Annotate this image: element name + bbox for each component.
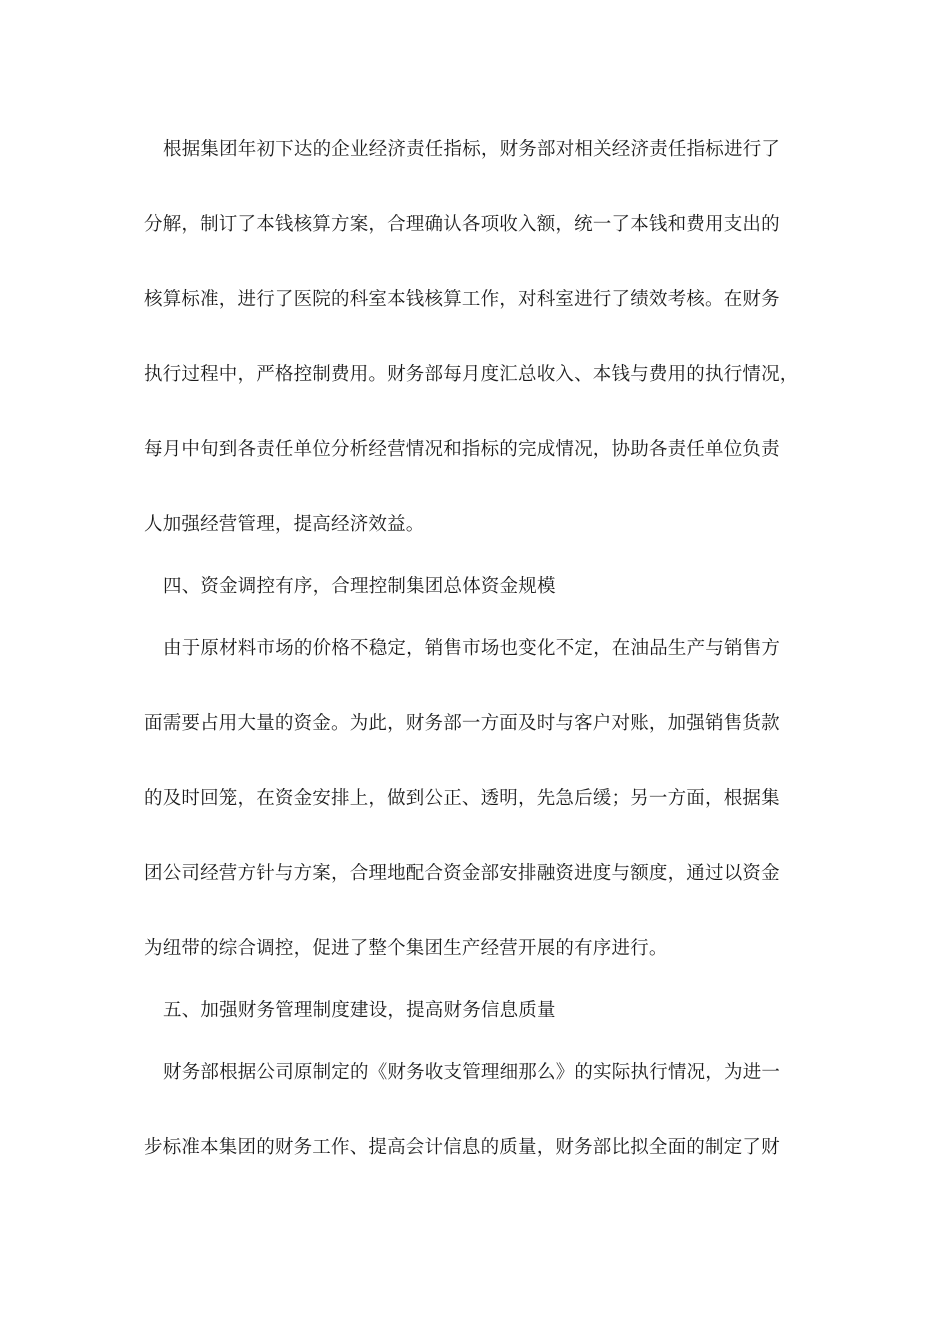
paragraph-3-line-1: 财务部根据公司原制定的《财务收支管理细那么》的实际执行情况，为进一 (163, 1062, 781, 1083)
paragraph-2-line-3: 的及时回笼，在资金安排上，做到公正、透明，先急后缓；另一方面，根据集 (144, 788, 780, 809)
paragraph-1-line-2: 分解，制订了本钱核算方案，合理确认各项收入额，统一了本钱和费用支出的 (144, 214, 780, 235)
paragraph-2-line-5: 为纽带的综合调控，促进了整个集团生产经营开展的有序进行。 (144, 938, 668, 959)
paragraph-1-line-6: 人加强经营管理，提高经济效益。 (144, 514, 425, 535)
paragraph-2-line-4: 团公司经营方针与方案，合理地配合资金部安排融资进度与额度，通过以资金 (144, 863, 780, 884)
paragraph-1-line-4: 执行过程中，严格控制费用。财务部每月度汇总收入、本钱与费用的执行情况， (144, 364, 799, 385)
paragraph-2-line-1: 由于原材料市场的价格不稳定，销售市场也变化不定，在油品生产与销售方 (163, 638, 781, 659)
paragraph-3-line-2: 步标准本集团的财务工作、提高会计信息的质量，财务部比拟全面的制定了财 (144, 1137, 780, 1158)
section-heading-4: 四、资金调控有序，合理控制集团总体资金规模 (163, 576, 556, 597)
paragraph-1-line-3: 核算标准，进行了医院的科室本钱核算工作，对科室进行了绩效考核。在财务 (144, 289, 780, 310)
paragraph-1-line-5: 每月中旬到各责任单位分析经营情况和指标的完成情况，协助各责任单位负责 (144, 439, 780, 460)
paragraph-2-line-2: 面需要占用大量的资金。为此，财务部一方面及时与客户对账，加强销售货款 (144, 713, 780, 734)
paragraph-1-line-1: 根据集团年初下达的企业经济责任指标，财务部对相关经济责任指标进行了 (163, 139, 781, 160)
section-heading-5: 五、加强财务管理制度建设，提高财务信息质量 (163, 1000, 556, 1021)
